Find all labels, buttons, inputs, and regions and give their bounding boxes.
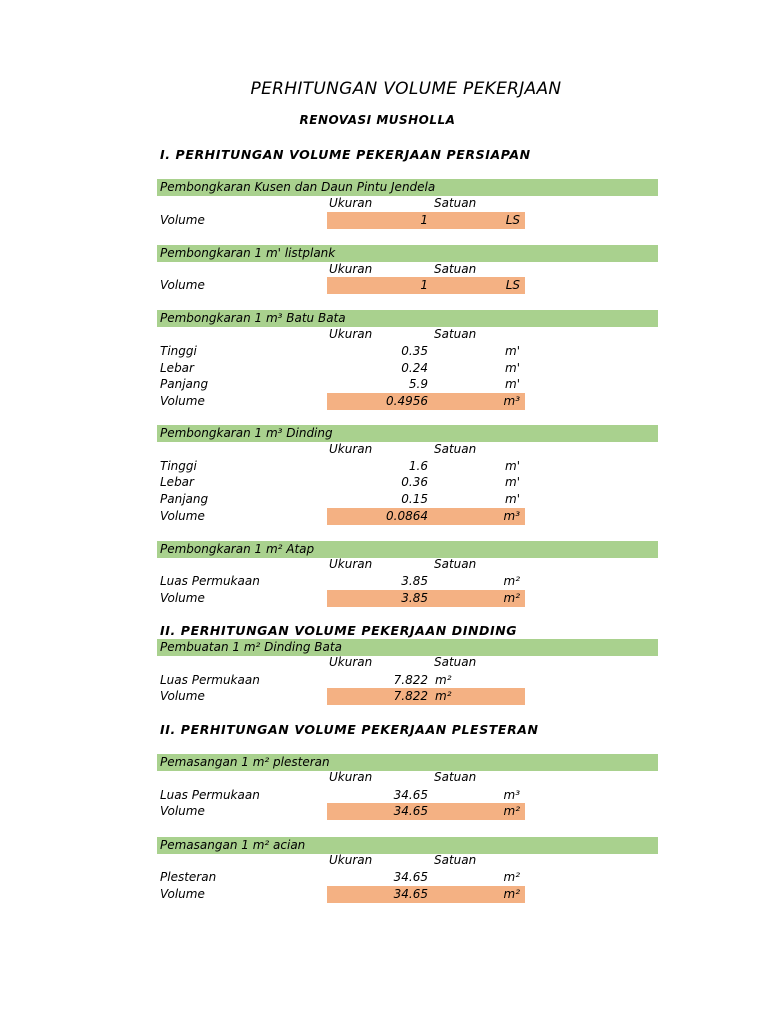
table-row [0,376,768,393]
row-unit: m' [505,361,520,375]
col-header-satuan: Satuan [434,442,477,456]
table-row [0,787,768,804]
row-value: 3.85 [401,591,428,605]
row-label: Volume [160,394,205,408]
table-row [0,491,768,508]
row-label: Lebar [160,475,194,489]
table-row [0,590,768,607]
row-value: 7.822 [393,689,428,703]
row-value: 0.4956 [386,394,428,408]
section-title: Pemasangan 1 m² acian [157,837,658,854]
table-row [0,803,768,820]
col-header-ukuran: Ukuran [329,853,373,867]
section-title: Pemasangan 1 m² plesteran [157,754,658,771]
row-label: Plesteran [160,870,217,884]
document-subtitle: RENOVASI MUSHOLLA [299,113,456,127]
section-title: Pembongkaran 1 m' listplank [157,245,658,262]
col-header-ukuran: Ukuran [329,557,373,571]
col-header-ukuran: Ukuran [329,262,373,276]
col-header-satuan: Satuan [434,770,477,784]
row-value: 3.85 [401,574,428,588]
document-title: PERHITUNGAN VOLUME PEKERJAAN [250,79,562,99]
row-label: Tinggi [160,459,197,473]
row-value: 5.9 [408,377,428,391]
row-unit: m² [435,673,452,687]
row-label: Panjang [160,377,209,391]
row-value: 34.65 [393,804,428,818]
row-unit: m² [503,591,520,605]
col-header-satuan: Satuan [434,557,477,571]
row-value: 34.65 [393,887,428,901]
row-value: 34.65 [393,870,428,884]
row-value: 0.24 [401,361,428,375]
row-label: Luas Permukaan [160,673,260,687]
section-title: Pembongkaran Kusen dan Daun Pintu Jendela [157,179,658,196]
row-value: 7.822 [393,673,428,687]
table-row [0,343,768,360]
heading-persiapan: I. PERHITUNGAN VOLUME PEKERJAAN PERSIAPAN [160,147,531,162]
col-header-satuan: Satuan [434,655,477,669]
table-row [0,886,768,903]
row-unit: m² [503,887,520,901]
row-value: 1 [420,278,428,292]
col-header-satuan: Satuan [434,327,477,341]
row-unit: m' [505,377,520,391]
row-unit: m' [505,459,520,473]
row-label: Tinggi [160,344,197,358]
row-value: 1 [420,213,428,227]
table-row [0,688,768,705]
row-value: 34.65 [393,788,428,802]
row-unit: m² [503,804,520,818]
col-header-ukuran: Ukuran [329,442,373,456]
table-row [0,508,768,525]
table-row [0,277,768,294]
row-unit: m' [505,492,520,506]
row-unit: m² [503,574,520,588]
row-label: Volume [160,804,205,818]
col-header-ukuran: Ukuran [329,655,373,669]
row-label: Volume [160,509,205,523]
row-value: 0.0864 [386,509,428,523]
row-unit: m³ [503,509,520,523]
row-label: Lebar [160,361,194,375]
row-label: Volume [160,887,205,901]
table-row [0,869,768,886]
col-header-ukuran: Ukuran [329,327,373,341]
col-header-satuan: Satuan [434,196,477,210]
table-row [0,393,768,410]
col-header-satuan: Satuan [434,262,477,276]
section-title: Pembongkaran 1 m³ Batu Bata [157,310,658,327]
row-unit: m² [503,870,520,884]
section-title: Pembuatan 1 m² Dinding Bata [157,639,658,656]
section-title: Pembongkaran 1 m² Atap [157,541,658,558]
row-unit: m' [505,344,520,358]
row-unit: m³ [503,788,520,802]
table-row [0,474,768,491]
row-unit: m' [505,475,520,489]
row-label: Luas Permukaan [160,788,260,802]
col-header-ukuran: Ukuran [329,196,373,210]
row-label: Panjang [160,492,209,506]
row-label: Volume [160,213,205,227]
row-value: 0.35 [401,344,428,358]
col-header-satuan: Satuan [434,853,477,867]
row-label: Volume [160,278,205,292]
section-title: Pembongkaran 1 m³ Dinding [157,425,658,442]
row-unit: m³ [503,394,520,408]
row-value: 0.15 [401,492,428,506]
table-row [0,672,768,689]
table-row [0,573,768,590]
heading-dinding: II. PERHITUNGAN VOLUME PEKERJAAN DINDING [160,623,518,638]
col-header-ukuran: Ukuran [329,770,373,784]
row-label: Volume [160,689,205,703]
row-unit: LS [505,213,520,227]
table-row [0,360,768,377]
row-unit: m² [435,689,452,703]
row-unit: LS [505,278,520,292]
row-value: 0.36 [401,475,428,489]
row-value: 1.6 [408,459,428,473]
heading-plesteran: II. PERHITUNGAN VOLUME PEKERJAAN PLESTERAN [160,722,539,737]
row-label: Volume [160,591,205,605]
row-label: Luas Permukaan [160,574,260,588]
table-row [0,212,768,229]
table-row [0,458,768,475]
